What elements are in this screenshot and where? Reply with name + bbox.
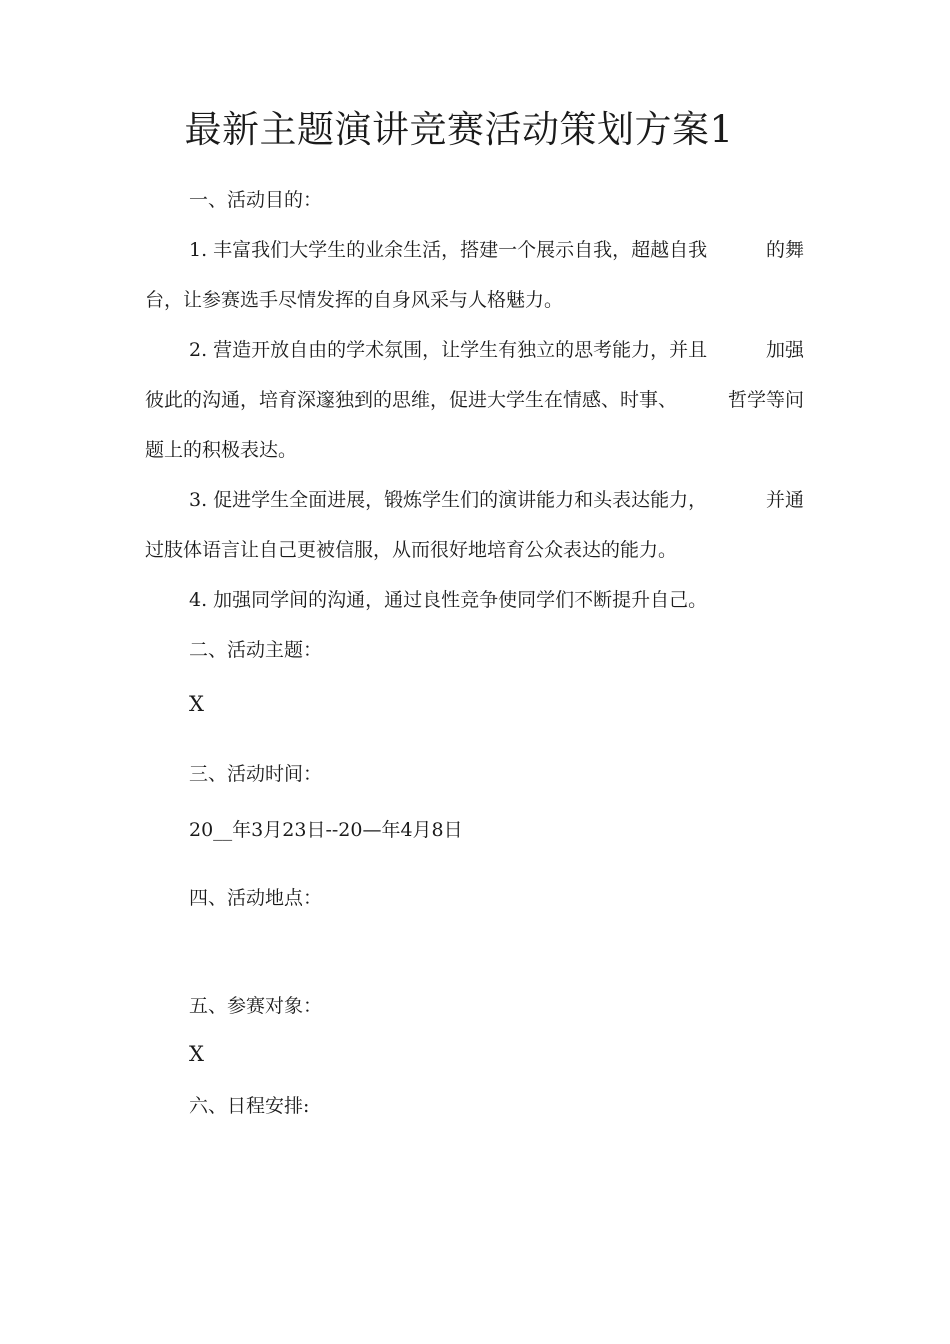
section-heading-time: 三、活动时间： <box>189 763 323 785</box>
section-heading-purpose: 一、活动目的： <box>189 189 323 211</box>
paragraph-line <box>189 486 804 514</box>
paragraph-text: 的舞 <box>765 239 804 261</box>
document-title: 最新主题演讲竞赛活动策划方案1 <box>184 108 734 151</box>
theme-value: X <box>189 692 204 716</box>
paragraph-text: 3. 促进学生全面进展，锻炼学生们的演讲能力和头表达能力， <box>189 489 708 511</box>
paragraph-text: 彼此的沟通，培育深邃独到的思维，促进大学生在情感、时事、 <box>145 389 678 411</box>
participants-value: X <box>189 1042 204 1066</box>
section-heading-schedule: 六、日程安排: <box>189 1095 310 1117</box>
paragraph-line: 过肢体语言让自己更被信服，从而很好地培育公众表达的能力。 <box>145 539 678 561</box>
section-heading-theme: 二、活动主题： <box>189 639 323 661</box>
paragraph-line: 台，让参赛选手尽情发挥的自身风采与人格魅力。 <box>145 289 564 311</box>
paragraph-line: 题上的积极表达。 <box>145 439 298 461</box>
paragraph-line <box>145 386 804 414</box>
paragraph-line <box>189 336 804 364</box>
paragraph-text: 1. 丰富我们大学生的业余生活，搭建一个展示自我，超越自我 <box>189 239 708 261</box>
paragraph-text: 2. 营造开放自由的学术氛围，让学生有独立的思考能力，并且 <box>189 339 708 361</box>
paragraph-text: 哲学等问 <box>727 389 804 411</box>
paragraph-text: 并通 <box>765 489 804 511</box>
paragraph-line <box>189 236 804 264</box>
paragraph-text: 加强 <box>765 339 804 361</box>
paragraph-line: 4. 加强同学间的沟通，通过良性竞争使同学们不断提升自己。 <box>189 589 708 611</box>
time-value: 20__年3月23日--20—年4月8日 <box>189 819 463 841</box>
section-heading-location: 四、活动地点： <box>189 887 323 909</box>
section-heading-participants: 五、参赛对象： <box>189 995 323 1017</box>
